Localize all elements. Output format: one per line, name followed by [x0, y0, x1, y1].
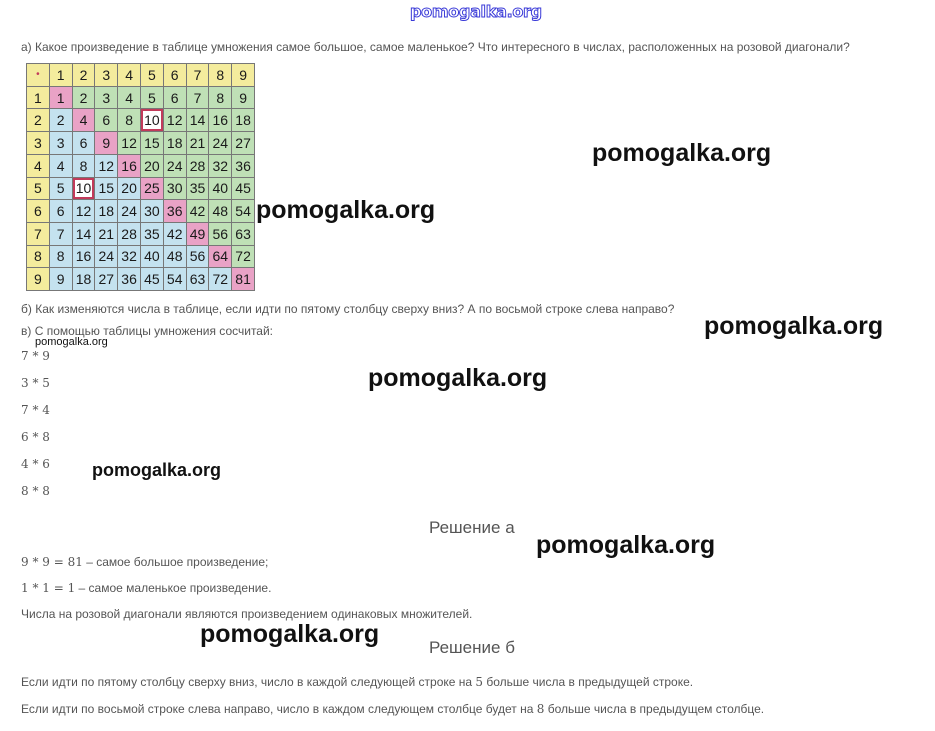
table-cell: 7	[187, 87, 209, 109]
expression-item: 3 * 5	[21, 376, 50, 390]
table-cell: 15	[95, 178, 117, 200]
table-header-cell: 6	[164, 64, 186, 86]
table-cell: 56	[187, 246, 209, 268]
table-row-header: 8	[27, 246, 49, 268]
table-cell: 21	[187, 132, 209, 154]
table-cell: 8	[118, 109, 140, 131]
table-cell: 6	[164, 87, 186, 109]
solution-a-line-2	[21, 581, 271, 595]
table-header-cell: 3	[95, 64, 117, 86]
table-cell: 9	[50, 268, 72, 290]
table-cell: 12	[164, 109, 186, 131]
table-cell: 3	[50, 132, 72, 154]
table-cell: 16	[73, 246, 95, 268]
table-cell: 18	[95, 200, 117, 222]
table-row-header: 1	[27, 87, 49, 109]
site-logo[interactable]: pomogalka.org	[410, 2, 542, 21]
solution-b-line-1-text: Если идти по пятому столбцу сверху вниз, число в каждой следующей строке на	[21, 675, 476, 689]
solution-a-line-3: Числа на розовой диагонали являются произведением одинаковых множителей.	[21, 607, 473, 621]
expression-item: 8 * 8	[21, 484, 50, 498]
table-cell: 6	[95, 109, 117, 131]
table-cell: 12	[118, 132, 140, 154]
table-cell: 12	[95, 155, 117, 177]
table-cell: 5	[50, 178, 72, 200]
table-cell: 28	[187, 155, 209, 177]
table-row-header: 2	[27, 109, 49, 131]
table-row-header: 5	[27, 178, 49, 200]
table-cell: 32	[118, 246, 140, 268]
watermark: pomogalka.org	[256, 196, 436, 224]
table-row-header: 3	[27, 132, 49, 154]
table-cell: 20	[118, 178, 140, 200]
table-cell: 18	[164, 132, 186, 154]
table-cell: 24	[118, 200, 140, 222]
table-cell: 54	[232, 200, 254, 222]
table-cell: 25	[141, 178, 163, 200]
watermark: pomogalka.org	[200, 620, 380, 648]
table-cell: 40	[209, 178, 231, 200]
table-cell: 24	[164, 155, 186, 177]
table-header-cell: 2	[73, 64, 95, 86]
expression-item: 7 * 9	[21, 349, 50, 363]
table-cell: 36	[232, 155, 254, 177]
watermark: pomogalka.org	[536, 531, 716, 559]
table-row-header: 4	[27, 155, 49, 177]
table-cell: 16	[209, 109, 231, 131]
table-cell: 42	[187, 200, 209, 222]
table-cell: 48	[164, 246, 186, 268]
table-cell: 63	[232, 223, 254, 245]
expression-item: 7 * 4	[21, 403, 50, 417]
table-cell: 24	[95, 246, 117, 268]
table-cell: 30	[141, 200, 163, 222]
expression-item: 6 * 8	[21, 430, 50, 444]
table-cell: 48	[209, 200, 231, 222]
table-cell: 3	[95, 87, 117, 109]
table-cell: 4	[73, 109, 95, 131]
table-cell: 36	[164, 200, 186, 222]
table-cell: 14	[187, 109, 209, 131]
table-cell: 8	[209, 87, 231, 109]
solution-b-line-1	[21, 675, 693, 689]
solution-b-line-1-number: 5	[475, 675, 484, 689]
solution-a-line-2-text: – самое маленькое произведение.	[75, 581, 272, 595]
table-header-cell: 9	[232, 64, 254, 86]
table-header-cell: 8	[209, 64, 231, 86]
table-cell: 10	[141, 109, 163, 131]
table-cell: 27	[232, 132, 254, 154]
table-cell: 42	[164, 223, 186, 245]
table-cell: 16	[118, 155, 140, 177]
table-cell: 20	[141, 155, 163, 177]
table-cell: 72	[209, 268, 231, 290]
table-cell: 30	[164, 178, 186, 200]
question-a: а) Какое произведение в таблице умножения самое большое, самое маленькое? Что интересного в числах, расположенных на розовой диагонали?	[21, 40, 850, 54]
solution-b-line-2-text: Если идти по восьмой строке слева направо, число в каждом следующем столбце будет на	[21, 702, 537, 716]
solution-b-line-1-text-end: больше числа в предыдущей строке.	[483, 675, 694, 689]
table-cell: 35	[187, 178, 209, 200]
table-cell: 2	[73, 87, 95, 109]
table-cell: 32	[209, 155, 231, 177]
table-row-header: 6	[27, 200, 49, 222]
solution-b-line-2	[21, 702, 764, 716]
solution-a-line-2-expr: 1 * 1 = 1	[21, 581, 76, 595]
solution-a-line-1	[21, 555, 268, 569]
watermark: pomogalka.org	[368, 364, 548, 392]
table-cell: 4	[118, 87, 140, 109]
table-row-header: 7	[27, 223, 49, 245]
watermark: pomogalka.org	[704, 312, 884, 340]
solution-b-line-2-number: 8	[536, 702, 545, 716]
table-cell: 21	[95, 223, 117, 245]
table-row-header: 9	[27, 268, 49, 290]
table-cell: 54	[164, 268, 186, 290]
table-cell: 72	[232, 246, 254, 268]
multiplication-table	[26, 63, 255, 291]
table-cell: 6	[50, 200, 72, 222]
table-cell: 8	[50, 246, 72, 268]
table-cell: 27	[95, 268, 117, 290]
table-cell: 7	[50, 223, 72, 245]
table-header-cell: 1	[50, 64, 72, 86]
table-cell: 28	[118, 223, 140, 245]
table-cell: 40	[141, 246, 163, 268]
table-cell: 81	[232, 268, 254, 290]
table-corner: •	[27, 64, 49, 86]
table-header-cell: 4	[118, 64, 140, 86]
table-cell: 12	[73, 200, 95, 222]
question-b: б) Как изменяются числа в таблице, если идти по пятому столбцу сверху вниз? А по восьмой строке слева направо?	[21, 302, 675, 316]
table-cell: 24	[209, 132, 231, 154]
table-cell: 14	[73, 223, 95, 245]
watermark: pomogalka.org	[592, 139, 772, 167]
table-cell: 9	[232, 87, 254, 109]
table-cell: 5	[141, 87, 163, 109]
table-cell: 4	[50, 155, 72, 177]
watermark: pomogalka.org	[92, 460, 222, 480]
table-header-cell: 7	[187, 64, 209, 86]
expression-item: 4 * 6	[21, 457, 50, 471]
table-cell: 15	[141, 132, 163, 154]
solution-b-line-2-text-end: больше числа в предыдущем столбце.	[544, 702, 765, 716]
table-cell: 56	[209, 223, 231, 245]
table-cell: 1	[50, 87, 72, 109]
table-cell: 35	[141, 223, 163, 245]
table-cell: 45	[141, 268, 163, 290]
table-cell: 18	[232, 109, 254, 131]
table-cell: 8	[73, 155, 95, 177]
table-cell: 45	[232, 178, 254, 200]
table-cell: 36	[118, 268, 140, 290]
table-cell: 9	[95, 132, 117, 154]
solution-a-line-1-expr: 9 * 9 = 81	[21, 555, 83, 569]
table-cell: 18	[73, 268, 95, 290]
table-header-cell: 5	[141, 64, 163, 86]
watermark: pomogalka.org	[35, 336, 108, 348]
table-cell: 2	[50, 109, 72, 131]
table-cell: 63	[187, 268, 209, 290]
table-cell: 6	[73, 132, 95, 154]
table-cell: 10	[73, 178, 95, 200]
solution-b-heading: Решение б	[429, 638, 515, 657]
solution-a-heading: Решение а	[429, 518, 515, 537]
table-cell: 64	[209, 246, 231, 268]
table-cell: 49	[187, 223, 209, 245]
solution-a-line-1-text: – самое большое произведение;	[82, 555, 269, 569]
question-c: в) С помощью таблицы умножения сосчитай:	[21, 324, 274, 338]
